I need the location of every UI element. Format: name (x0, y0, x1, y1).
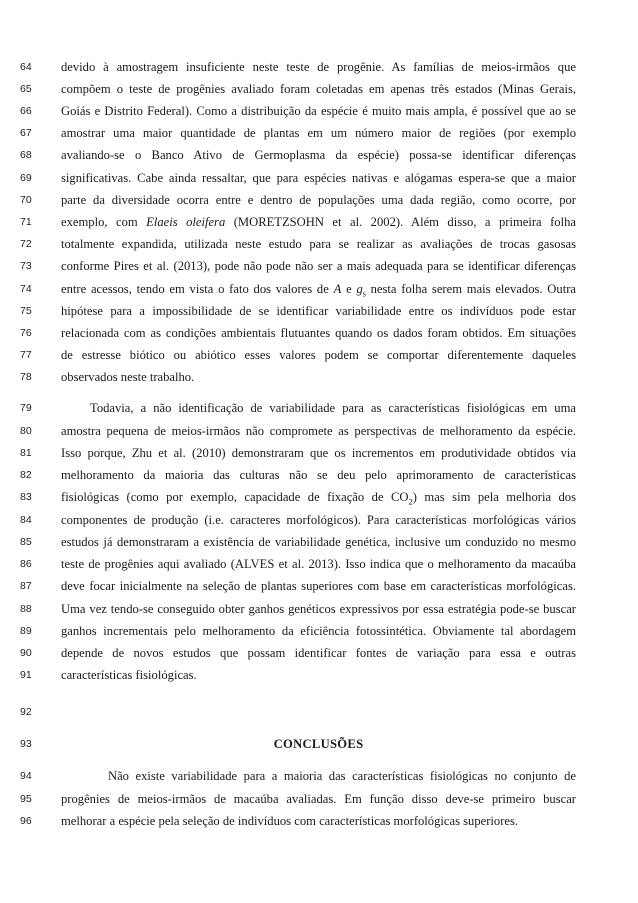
text-segment: entre acessos, tendo em vista o fato dos valores de (61, 282, 334, 296)
paragraph-text: teste de progênies aqui avaliado (ALVES et al. 2013). Isso indica que o melhoramento da macaúba (61, 557, 576, 571)
paragraph-text: hipótese para a impossibilidade de se identificar variabilidade entre os indivíduos pode estar (61, 304, 576, 318)
paragraph-text: totalmente expandida, utilizada neste estudo para se realizar as avaliações de trocas gasosas (61, 237, 576, 251)
paragraph-text: estudos já demonstraram a existência de variabilidade genética, inclusive um conduzido no mesmo (61, 535, 576, 549)
line-number: 86 (20, 558, 32, 570)
line-number: 83 (20, 491, 32, 503)
text-segment: exemplo, com (61, 215, 147, 229)
line-number: 93 (20, 738, 32, 750)
paragraph-text: parte da diversidade ocorra entre e dentro de populações uma dada região, como ocorre, por (61, 193, 576, 207)
line-72 (0, 233, 638, 255)
paragraph-text: depende de novos estudos que possam identificar fontes de variação para essa e outras (61, 646, 576, 660)
paragraph-text (61, 211, 576, 233)
line-number: 81 (20, 447, 32, 459)
line-75 (0, 300, 638, 322)
paragraph-text: significativas. Cabe ainda ressaltar, que para espécies nativas e alógamas espera-se que a maior (61, 171, 576, 185)
paragraph-text: deve focar inicialmente na seleção de plantas superiores com base em características morfológicas. (61, 579, 576, 593)
paragraph-text: melhorar a espécie pela seleção de indivíduos com características morfológicas superiores. (61, 814, 519, 828)
line-79 (0, 397, 638, 419)
line-86 (0, 553, 638, 575)
paragraph-text: ganhos incrementais pelo melhoramento da eficiência fotossintética. Obviamente tal abordagem (61, 624, 576, 638)
line-number: 71 (20, 216, 32, 228)
line-number: 77 (20, 349, 32, 361)
line-83 (0, 486, 638, 508)
line-number: 66 (20, 105, 32, 117)
paragraph-text: observados neste trabalho. (61, 370, 195, 384)
line-number: 65 (20, 83, 32, 95)
text-segment: (MORETZSOHN et al. 2002). Além disso, a primeira folha (225, 215, 576, 229)
line-71 (0, 211, 638, 233)
line-94 (0, 765, 638, 787)
line-95 (0, 788, 638, 810)
line-64 (0, 56, 638, 78)
paragraph-text: compõem o teste de progênies avaliado foram coletadas em apenas três estados (Minas Gerais, (61, 82, 576, 96)
line-96 (0, 810, 638, 832)
paragraph-text: conforme Pires et al. (2013), pode não pode não ser a mais adequada para se identificar diferenças (61, 259, 576, 273)
line-76 (0, 322, 638, 344)
subscript-s: s (362, 289, 366, 299)
line-89 (0, 620, 638, 642)
line-number: 64 (20, 61, 32, 73)
line-80 (0, 420, 638, 442)
line-number: 96 (20, 815, 32, 827)
line-number: 69 (20, 172, 32, 184)
line-90 (0, 642, 638, 664)
line-number: 76 (20, 327, 32, 339)
line-68 (0, 144, 638, 166)
line-number: 78 (20, 371, 32, 383)
line-88 (0, 598, 638, 620)
line-number: 72 (20, 238, 32, 250)
paragraph-text: Goiás e Distrito Federal). Como a distribuição da espécie é muito mais ampla, é possível que ao se (61, 104, 576, 118)
line-number: 92 (20, 706, 32, 718)
line-81 (0, 442, 638, 464)
paragraph-text: de estresse biótico ou abiótico esses valores podem se comportar diferentemente daqueles (61, 348, 576, 362)
text-segment: fisiológicas (como por exemplo, capacidade de fixação de CO (61, 490, 409, 504)
paragraph-text: características fisiológicas. (61, 668, 197, 682)
paragraph-text: Não existe variabilidade para a maioria das características fisiológicas no conjunto de (108, 769, 576, 783)
line-number: 84 (20, 514, 32, 526)
line-number: 67 (20, 127, 32, 139)
paragraph-text: componentes de produção (i.e. caracteres morfológicos). Para características morfológicas vários (61, 513, 576, 527)
line-69 (0, 167, 638, 189)
line-number: 85 (20, 536, 32, 548)
section-heading: CONCLUSÕES (273, 737, 364, 751)
variable-a: A (333, 282, 342, 296)
line-number: 75 (20, 305, 32, 317)
paragraph-text: amostrar uma maior quantidade de plantas em um número maior de regiões (por exemplo (61, 126, 576, 140)
paragraph-text: relacionada com as condições ambientais flutuantes quando os dados foram obtidos. Em situações (61, 326, 576, 340)
species-name: Elaeis oleifera (146, 215, 226, 229)
paragraph-text: Uma vez tendo-se conseguido obter ganhos genéticos expressivos por essa estratégia pode-se buscar (61, 602, 576, 616)
paragraph-text: Isso porque, Zhu et al. (2010) demonstraram que os incrementos em produtividade obtidos via (61, 446, 576, 460)
line-number: 74 (20, 283, 32, 295)
paragraph-text: avaliando-se o Banco Ativo de Germoplasma da espécie) possa-se identificar diferenças (61, 148, 576, 162)
line-number: 94 (20, 770, 32, 782)
line-number: 82 (20, 469, 32, 481)
line-82 (0, 464, 638, 486)
line-number: 80 (20, 425, 32, 437)
line-number: 95 (20, 793, 32, 805)
line-number: 87 (20, 580, 32, 592)
paragraph-text: progênies de meios-irmãos de macaúba avaliadas. Em função disso deve-se primeiro buscar (61, 792, 576, 806)
line-92 (0, 701, 638, 723)
line-91 (0, 664, 638, 686)
line-number: 90 (20, 647, 32, 659)
line-84 (0, 509, 638, 531)
paragraph-text: Todavia, a não identificação de variabilidade para as características fisiológicas em uma (90, 401, 576, 415)
line-85 (0, 531, 638, 553)
line-93 (0, 733, 638, 755)
line-87 (0, 575, 638, 597)
paragraph-text: amostra pequena de meios-irmãos não compromete as perspectivas de melhoramento da espécie. (61, 424, 576, 438)
line-65 (0, 78, 638, 100)
text-segment: e (341, 282, 357, 296)
line-number: 79 (20, 402, 32, 414)
line-77 (0, 344, 638, 366)
variable-g: g (356, 282, 363, 296)
text-segment: nesta folha serem mais elevados. Outra (365, 282, 576, 296)
line-74 (0, 278, 638, 300)
paragraph-text: devido à amostragem insuficiente neste teste de progênie. As famílias de meios-irmãos que (61, 60, 576, 74)
line-73 (0, 255, 638, 277)
subscript-2: 2 (408, 496, 413, 507)
line-66 (0, 100, 638, 122)
line-67 (0, 122, 638, 144)
line-number: 68 (20, 149, 32, 161)
line-number: 73 (20, 260, 32, 272)
text-segment: ) mas sim pela melhoria dos (412, 490, 576, 504)
paragraph-text: melhoramento da maioria das culturas não se deu pelo aprimoramento de características (61, 468, 576, 482)
line-number: 88 (20, 603, 32, 615)
line-number: 70 (20, 194, 32, 206)
line-number: 91 (20, 669, 32, 681)
line-70 (0, 189, 638, 211)
line-78 (0, 366, 638, 388)
line-number: 89 (20, 625, 32, 637)
